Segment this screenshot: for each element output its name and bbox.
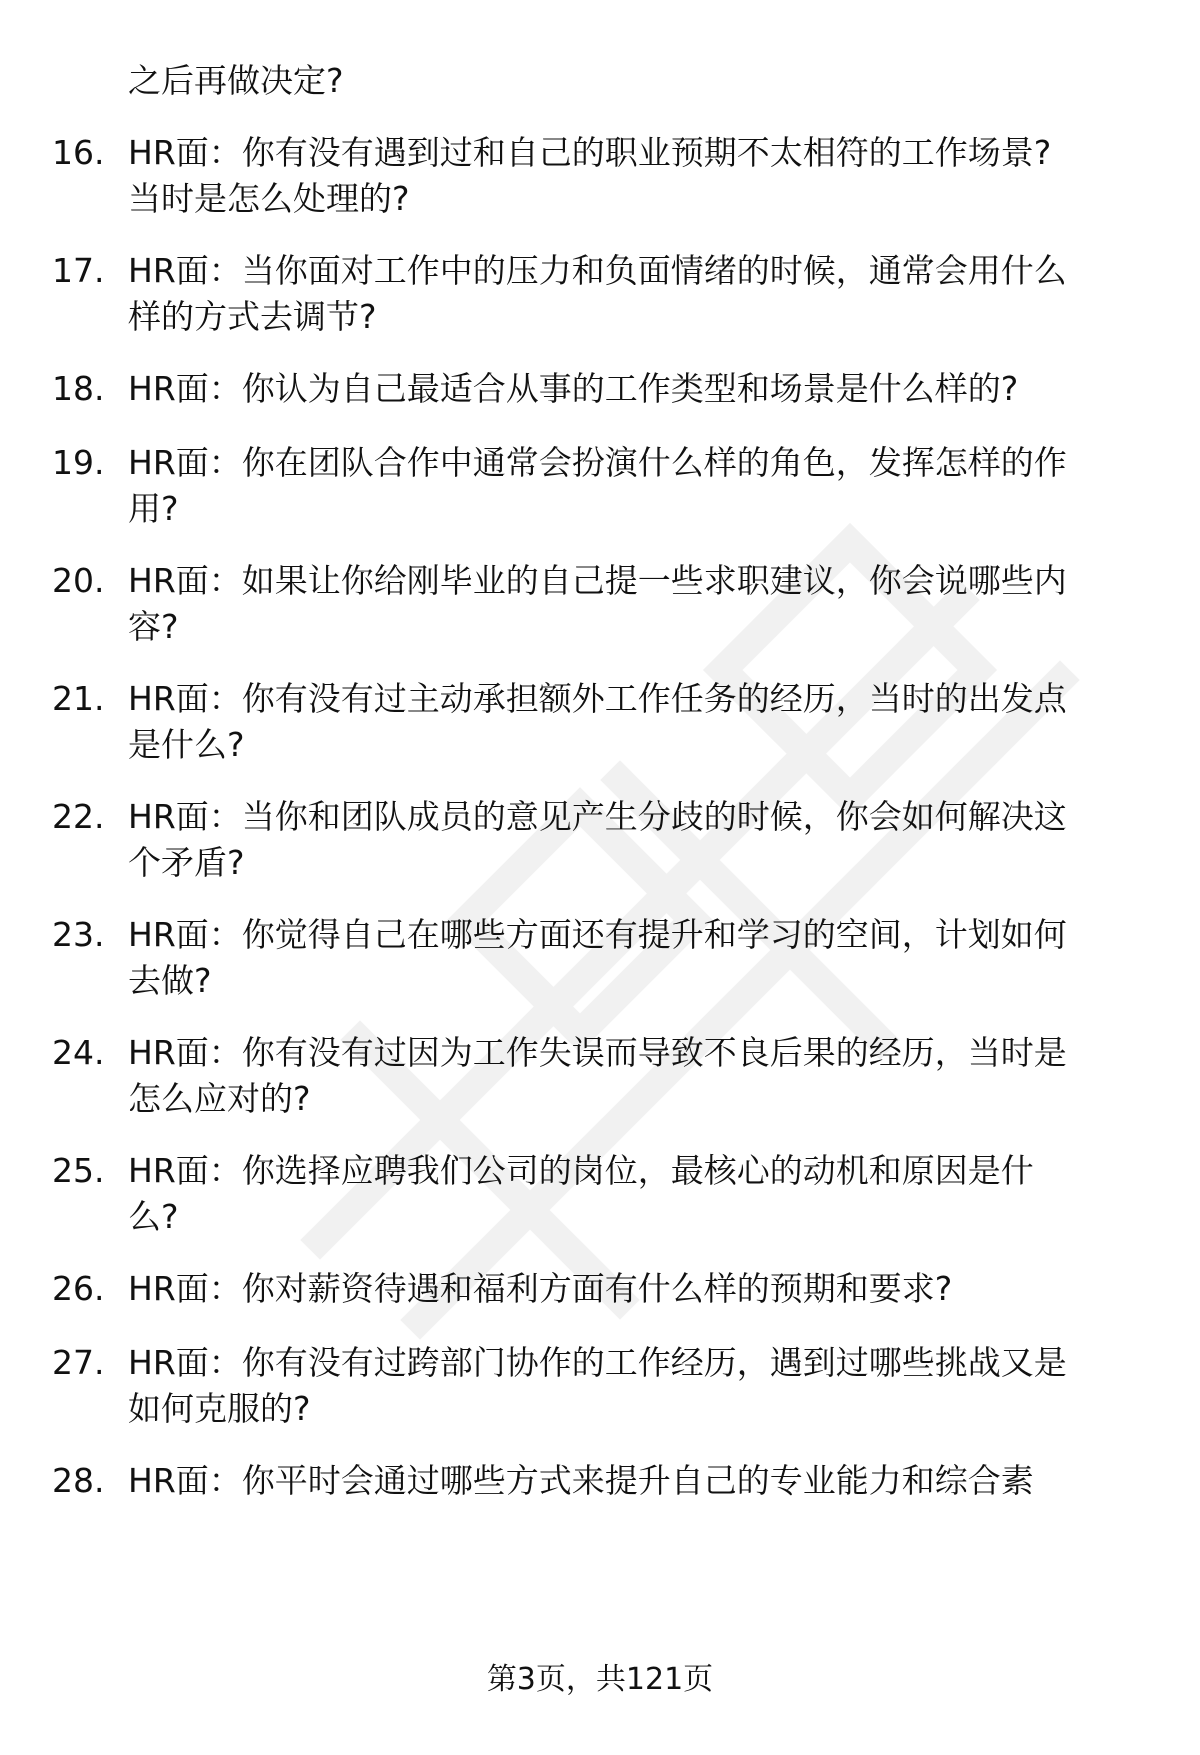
question-number: 28. <box>52 1461 105 1500</box>
question-text-line: HR面：你选择应聘我们公司的岗位，最核心的动机和原因是什 <box>128 1151 1034 1190</box>
question-text-line: HR面：你有没有遇到过和自己的职业预期不太相符的工作场景? <box>128 133 1052 172</box>
question-number: 21. <box>52 679 105 718</box>
question-text-line: 样的方式去调节? <box>128 297 377 336</box>
question-number: 26. <box>52 1269 105 1308</box>
question-text-line: HR面：你有没有过主动承担额外工作任务的经历，当时的出发点 <box>128 679 1067 718</box>
question-text-line: HR面：你认为自己最适合从事的工作类型和场景是什么样的? <box>128 369 1019 408</box>
question-number: 16. <box>52 133 105 172</box>
question-number: 20. <box>52 561 105 600</box>
question-text-line: HR面：你有没有过因为工作失误而导致不良后果的经历，当时是 <box>128 1033 1067 1072</box>
question-text-line: 么? <box>128 1197 179 1236</box>
question-text-line: 如何克服的? <box>128 1389 311 1428</box>
question-text-line: HR面：你平时会通过哪些方式来提升自己的专业能力和综合素 <box>128 1461 1034 1500</box>
question-number: 18. <box>52 369 105 408</box>
question-text-line: 去做? <box>128 961 212 1000</box>
question-text-line: HR面：你在团队合作中通常会扮演什么样的角色，发挥怎样的作 <box>128 443 1067 482</box>
continuation-line: 之后再做决定? <box>128 61 344 100</box>
question-number: 23. <box>52 915 105 954</box>
question-text-line: 个矛盾? <box>128 843 245 882</box>
question-text-line: HR面：当你和团队成员的意见产生分歧的时候，你会如何解决这 <box>128 797 1067 836</box>
question-text-line: 容? <box>128 607 179 646</box>
question-text-line: HR面：如果让你给刚毕业的自己提一些求职建议，你会说哪些内 <box>128 561 1067 600</box>
question-number: 22. <box>52 797 105 836</box>
question-number: 24. <box>52 1033 105 1072</box>
question-text-line: 怎么应对的? <box>128 1079 311 1118</box>
page-footer: 第3页，共121页 <box>486 1662 714 1697</box>
question-number: 19. <box>52 443 105 482</box>
question-text-line: 用? <box>128 489 179 528</box>
question-number: 17. <box>52 251 105 290</box>
question-text-line: 是什么? <box>128 725 245 764</box>
question-text-line: HR面：你对薪资待遇和福利方面有什么样的预期和要求? <box>128 1269 953 1308</box>
question-number: 25. <box>52 1151 105 1190</box>
question-text-line: HR面：你觉得自己在哪些方面还有提升和学习的空间，计划如何 <box>128 915 1067 954</box>
question-text-line: 当时是怎么处理的? <box>128 179 410 218</box>
question-text-line: HR面：你有没有过跨部门协作的工作经历，遇到过哪些挑战又是 <box>128 1343 1067 1382</box>
question-text-line: HR面：当你面对工作中的压力和负面情绪的时候，通常会用什么 <box>128 251 1067 290</box>
question-number: 27. <box>52 1343 105 1382</box>
